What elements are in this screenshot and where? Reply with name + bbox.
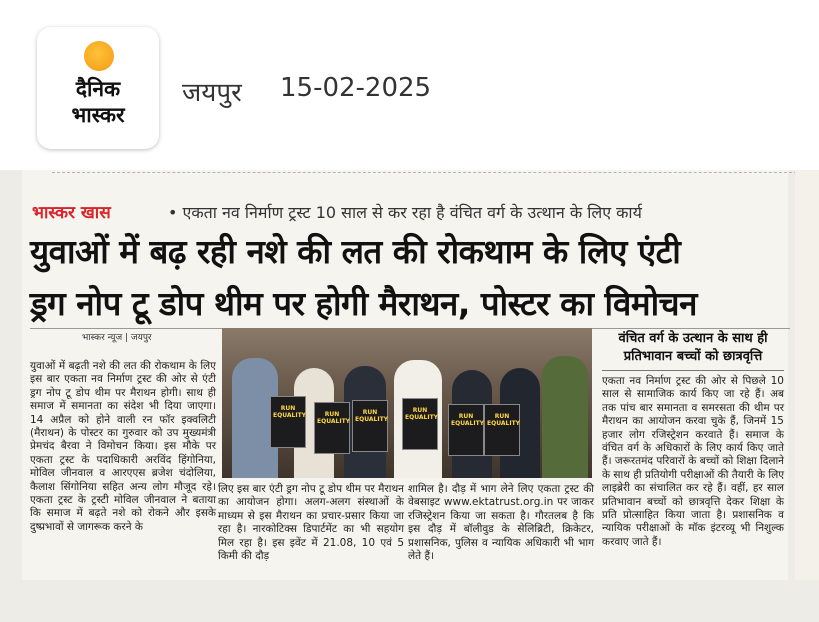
poster-label: RUN EQUALITY <box>451 413 485 427</box>
marathon-poster <box>402 398 438 450</box>
kicker-subtitle: • एकता नव निर्माण ट्रस्ट 10 साल से कर रहा है वंचित वर्ग के उत्थान के लिए कार्य <box>168 203 642 222</box>
edition-date: 15-02-2025 <box>280 73 432 103</box>
article-column-2: लिए इस बार एंटी ड्रग नोप टू डोप थीम पर मैराथन का आयोजन होगा। अलग-अलग संस्थाओं के माध्यम से इस मैराथन का प्रचार-प्रसार किया जा रहा है। नारकोटिक्स डिपार्टमेंट का भी सहयोग मिल रहा है। इस इवेंट में 21.08, 10 एवं 5 किमी की दौड़ <box>218 483 404 563</box>
logo-line2: भास्कर <box>71 103 125 127</box>
marathon-poster <box>484 404 520 456</box>
marathon-poster <box>270 396 306 448</box>
dainik-bhaskar-logo <box>37 27 159 149</box>
page-header <box>0 0 819 170</box>
marathon-poster <box>448 404 484 456</box>
marathon-poster <box>352 400 388 452</box>
subhead-rule <box>602 370 784 371</box>
article-column-3: शामिल है। दौड़ में भाग लेने लिए एकता ट्रस्ट की वेबसाइट www.ektatrust.org.in पर जाकर रजिस्ट्रेशन किया जा सकता है। गौरतलब है कि इस दौड़ में बॉलीवुड के सेलिब्रिटी, क्रिकेटर, प्रशासनिक, पुलिस व न्यायिक अधिकारी भी भाग लेते हैं। <box>408 483 594 563</box>
headline-line-1: युवाओं में बढ़ रही नशे की लत की रोकथाम के लिए एंटी <box>30 232 681 271</box>
logo-line1: दैनिक <box>75 77 121 101</box>
person-figure <box>542 356 588 478</box>
poster-label: RUN EQUALITY <box>405 407 439 421</box>
section-kicker: भास्कर खास <box>32 203 111 223</box>
marathon-poster <box>314 402 350 454</box>
poster-label: RUN EQUALITY <box>355 409 389 423</box>
sub-headline: वंचित वर्ग के उत्थान के साथ ही प्रतिभावान बच्चों को छात्रवृत्ति <box>618 331 768 364</box>
byline: भास्कर न्यूज | जयपुर <box>82 333 152 343</box>
newspaper-clipping <box>0 170 819 622</box>
news-photo <box>222 328 592 478</box>
top-divider <box>52 172 812 179</box>
edition-city: जयपुर <box>182 78 242 108</box>
poster-label: RUN EQUALITY <box>317 411 351 425</box>
article-column-1: युवाओं में बढ़ती नशे की लत की रोकथाम के लिए इस बार एकता नव निर्माण ट्रस्ट की ओर से एंटी ड्रग नोप टू डोप थीम पर मैराथन होगी। साथ ही समाज में समानता का संदेश भी दिया जाएगा। 14 अप्रैल को होने वाली रन फॉर इक्वलिटी (मैराथन) के पोस्टर का गुरुवार को उप मुख्यमंत्री प्रेमचंद बैरवा ने विमोचन किया। इस मौके पर एकता ट्रस्ट के पदाधिकारी अरविंद हिंगोनिया, मोविल जीनवाल व आरएएस ब्रजेश चंदोलिया, कैलाश सिंगोनिया सहित अन्य लोग मौजूद रहे। एकता ट्रस्ट के ट्रस्टी मोविल जीनवाल ने बताया कि समाज में बढ़ते नशे को रोकने और इसके दुष्प्रभावों से जागरूक करने के <box>30 360 216 533</box>
sun-icon <box>84 41 114 71</box>
poster-label: RUN EQUALITY <box>273 405 307 419</box>
adjacent-article-edge <box>795 170 819 580</box>
poster-label: RUN EQUALITY <box>487 413 521 427</box>
headline-line-2: ड्रग नोप टू डोप थीम पर होगी मैराथन, पोस्टर का विमोचन <box>30 284 697 323</box>
article-column-4: एकता नव निर्माण ट्रस्ट की ओर से पिछले 10 साल से सामाजिक कार्य किए जा रहे हैं। अब तक पांच बार समानता व समरसता की थीम पर मैराथन का आयोजन करवा चुके हैं, जिनमें 15 हजार लोग रजिस्ट्रेशन करवाते हैं। समाज के वंचित वर्ग के अधिकारों के लिए कार्य किए जाते हैं। जरूरतमंद परिवारों के बच्चों को शिक्षा दिलाने के साथ ही प्रतियोगी परीक्षाओं की तैयारी के लिए लाइब्रेरी का संचालित कर रहे हैं। वहीं, हर साल प्रतिभावान बच्चों को छात्रवृत्ति देकर शिक्षा के प्रति प्रोत्साहित किया जाता है। प्रशासनिक व न्यायिक परीक्षाओं के मॉक इंटरव्यू भी निशुल्क करवाए जाते हैं। <box>602 375 784 548</box>
